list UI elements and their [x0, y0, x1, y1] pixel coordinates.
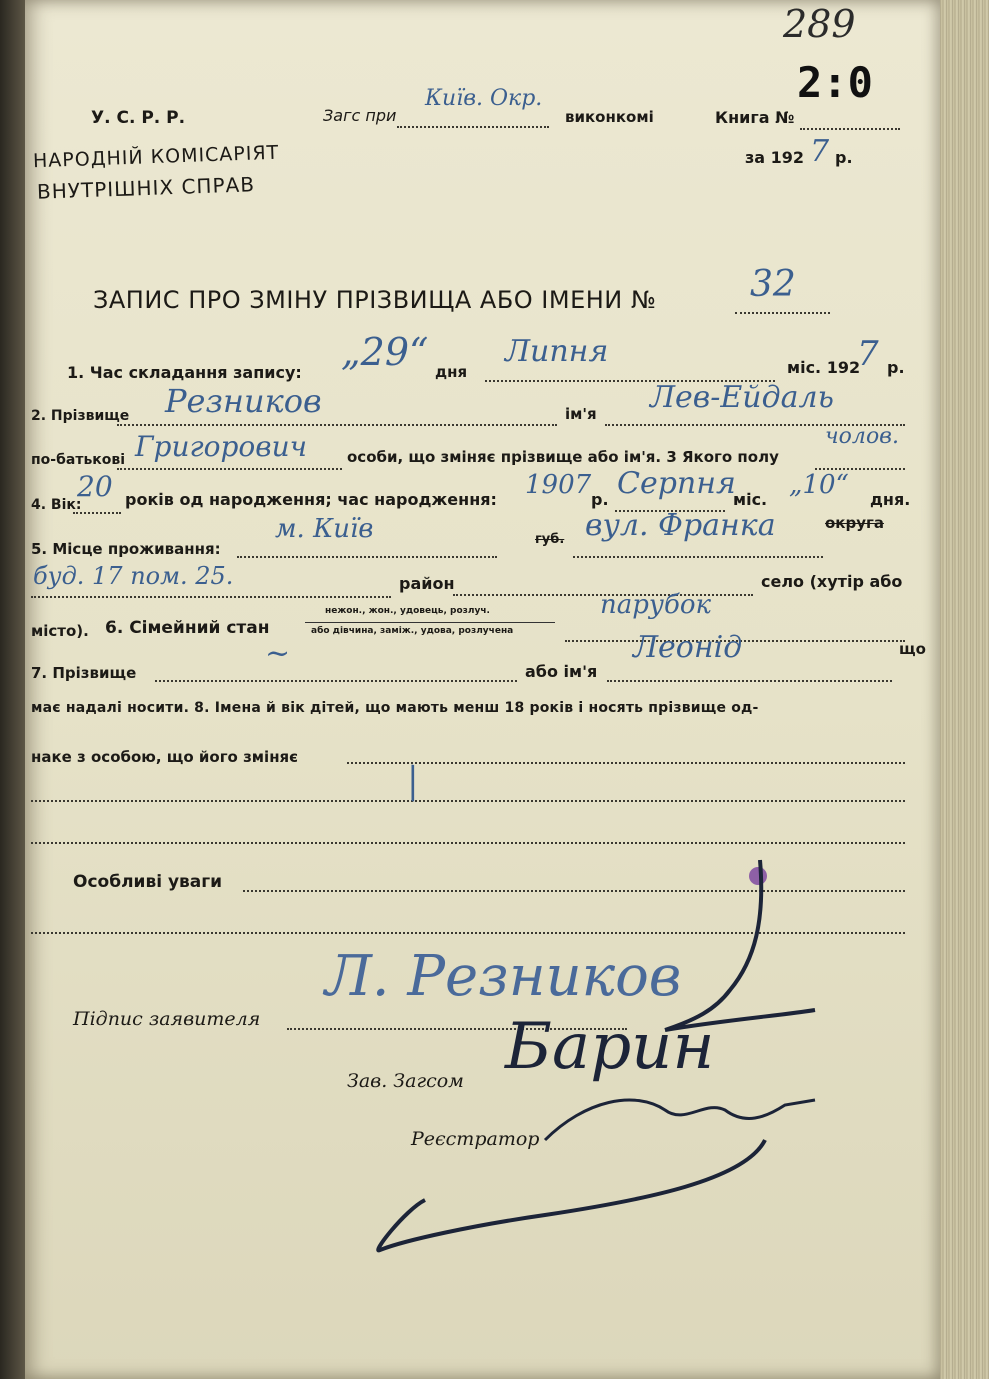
- zags-value: Київ. Окр.: [425, 86, 543, 111]
- field-4-text: років од народження; час народження:: [125, 490, 497, 509]
- field-5b-selo: село (хутір або: [761, 572, 903, 591]
- commissariat-line-2: ВНУТРІШНІХ СПРАВ: [36, 172, 256, 204]
- field-5-okruga: округа: [825, 514, 884, 532]
- sig-applicant-label: Підпис заявителя: [73, 1008, 261, 1030]
- field-2-label: 2. Прізвище: [31, 408, 130, 424]
- field-2-surname-line: [117, 424, 557, 426]
- field-3-text: особи, що зміняє прізвище або ім'я. 3 Якого полу: [347, 448, 779, 466]
- sig-head: Барин: [505, 1010, 715, 1084]
- field-6-options-divider: [305, 622, 555, 623]
- field-5-street: вул. Франка: [585, 508, 776, 543]
- field-5b-address: буд. 17 пом. 25.: [33, 562, 234, 590]
- field-1-label: 1. Час складання запису:: [67, 363, 302, 382]
- book-label: Книга №: [715, 108, 795, 127]
- field-5-label: 5. Місце проживання:: [31, 540, 221, 558]
- sig-registrar-label: Реєстратор: [411, 1128, 540, 1150]
- field-1-year: 7: [857, 334, 879, 374]
- registrar-signature: [545, 1100, 815, 1140]
- record-number: 32: [750, 264, 796, 305]
- field-5-city: м. Київ: [275, 514, 374, 544]
- field-7-surname-line: [155, 680, 517, 682]
- field-1-month: Липня: [505, 334, 609, 369]
- field-1-day: „29“: [341, 330, 429, 374]
- republic-label: У. С. Р. Р.: [91, 108, 186, 128]
- field-4-age-line: [73, 512, 121, 514]
- field-8-value: —: [392, 763, 438, 803]
- field-2-name: Лев-Ейдаль: [650, 380, 834, 415]
- executive-label: виконкомі: [565, 108, 654, 126]
- year-label: за 192: [745, 148, 805, 167]
- field-5-city-line: [237, 556, 497, 558]
- field-4-day: „10“: [789, 470, 849, 500]
- field-6-value: парубок: [600, 590, 712, 620]
- notes-line-2: [31, 932, 905, 934]
- field-7-name-line: [607, 680, 892, 682]
- field-2-surname: Резников: [165, 382, 322, 420]
- field-8-line-3: [31, 842, 905, 844]
- field-4-age: 20: [77, 470, 113, 503]
- field-7-label: 7. Прізвище: [31, 664, 137, 682]
- field-7-name: Леонід: [633, 630, 743, 665]
- notes-line-1: [243, 890, 905, 892]
- sig-head-label: Зав. Загсом: [347, 1070, 464, 1092]
- field-2-name-label: ім'я: [565, 405, 597, 423]
- field-8-text-2: наке з особою, що його зміняє: [31, 748, 299, 766]
- field-1-mis: міс. 192: [787, 358, 861, 377]
- field-8-text-1: має надалі носити. 8. Імена й вік дітей, що мають менш 18 років і носять прізвище од-: [31, 700, 759, 716]
- notes-label: Особливі уваги: [73, 872, 223, 892]
- page-number-stamp: 2:0: [797, 58, 873, 107]
- field-7-surname: ~: [265, 636, 291, 671]
- field-7-shcho: що: [899, 640, 926, 658]
- registrar-underline: [378, 1140, 765, 1250]
- document-title: ЗАПИС ПРО ЗМІНУ ПРІЗВИЩА АБО ІМЕНИ №: [93, 286, 657, 314]
- field-5b-raion: район: [399, 574, 455, 593]
- signature-strokes: [25, 0, 940, 1379]
- field-1-day-word: дня: [435, 363, 468, 381]
- commissariat-line-1: НАРОДНІЙ КОМІСАРІЯТ: [32, 141, 280, 173]
- year-value: 7: [810, 134, 830, 169]
- field-4-label: 4. Вік:: [31, 497, 82, 513]
- ink-blot: [749, 867, 767, 885]
- field-6-options-top: нежон., жон., удовець, розлуч.: [325, 606, 490, 616]
- field-5-street-line: [573, 556, 823, 558]
- field-3-patronymic: Григорович: [135, 430, 308, 463]
- page-number-handwritten: 289: [783, 2, 856, 46]
- document-page: [25, 0, 940, 1379]
- field-7-or-name: або ім'я: [525, 662, 598, 681]
- book-line: [800, 128, 900, 130]
- field-6-misto: місто).: [31, 622, 89, 640]
- field-4-mis: міс.: [733, 490, 768, 509]
- field-4-dnya: дня.: [870, 490, 911, 509]
- field-4-month: Серпня: [617, 466, 736, 501]
- sig-applicant: Л. Резников: [325, 944, 682, 1009]
- field-3-sex: чолов.: [825, 424, 899, 449]
- head-signature-flourish: [665, 860, 815, 1030]
- field-5-gub: губ.: [535, 532, 565, 547]
- title-number-line: [735, 312, 830, 314]
- zags-line: [397, 126, 549, 128]
- field-6-options-bottom: або дівчина, заміж., удова, розлучена: [311, 626, 514, 636]
- year-suffix: р.: [835, 148, 853, 167]
- field-3-patronymic-line: [117, 468, 342, 470]
- zags-label: Загс при: [323, 106, 397, 125]
- field-5b-address-line: [31, 596, 391, 598]
- field-6-label: 6. Сімейний стан: [105, 618, 270, 638]
- field-4-year: 1907: [525, 470, 592, 500]
- field-1-r: р.: [887, 358, 905, 377]
- field-8-line-2: [31, 800, 905, 802]
- field-4-r: р.: [591, 490, 609, 509]
- field-3-label: по-батькові: [31, 452, 126, 468]
